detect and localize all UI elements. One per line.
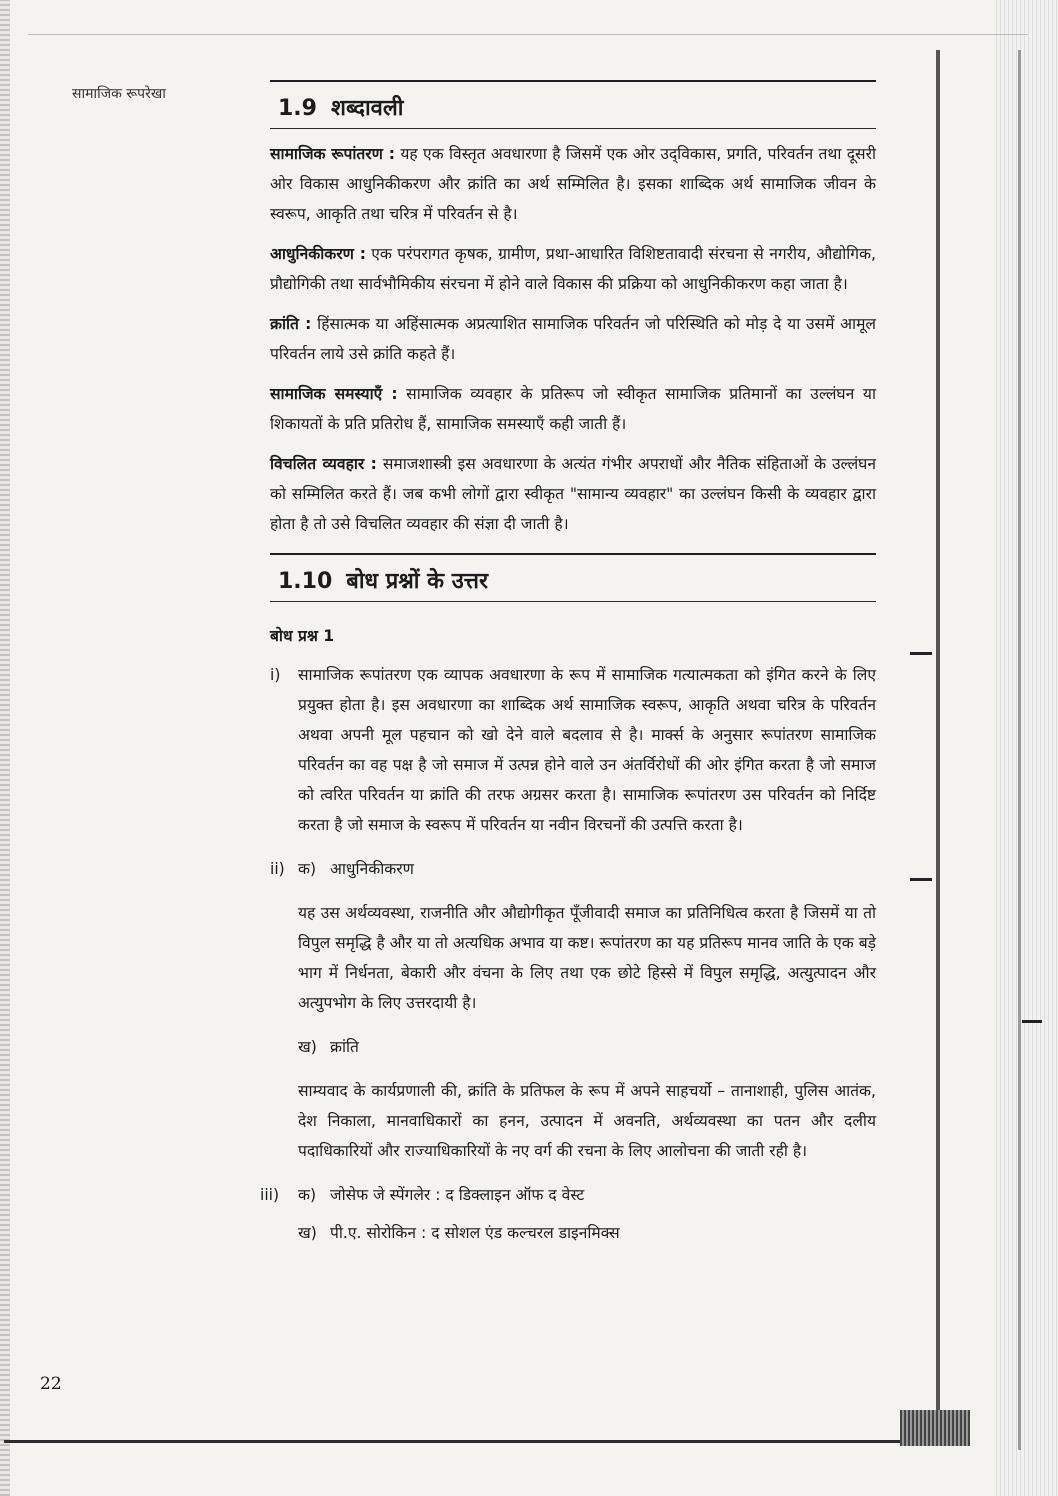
answer-i bbox=[270, 660, 876, 840]
scan-edge-right bbox=[996, 0, 1058, 1496]
section-number: 1.10 bbox=[278, 569, 333, 594]
answer-ii-b bbox=[270, 1032, 876, 1062]
margin-mark bbox=[910, 652, 932, 655]
subheading: बोध प्रश्न 1 bbox=[270, 627, 335, 645]
glossary-entry bbox=[270, 139, 876, 229]
glossary-entry bbox=[270, 449, 876, 539]
reference-text: पी.ए. सोरोकिन : द सोशल एंड कल्चरल डाइनमिक्स bbox=[330, 1224, 620, 1242]
sub-marker: क) bbox=[298, 1186, 317, 1204]
glossary-definition: एक परंपरागत कृषक, ग्रामीण, प्रथा-आधारित विशिष्टतावादी संरचना से नगरीय, औद्योगिक, प्रौद्योगिकी तथा सार्वभौमिकीय संरचना में होने वाले विकास की प्रक्रिया को आधुनिकीकरण कहा जाता है। bbox=[270, 245, 876, 293]
scan-edge-left bbox=[0, 0, 10, 1496]
section-rule-bottom bbox=[270, 601, 876, 602]
section-heading-1-10 bbox=[270, 555, 876, 601]
answer-text: यह उस अर्थव्यवस्था, राजनीति और औद्योगीकृत पूँजीवादी समाज का प्रतिनिधित्व करता है जिसमें या तो विपुल समृद्धि है और या तो अत्यधिक अभाव या कष्ट। रूपांतरण का यह प्रतिरूप मानव जाति के एक बड़े भाग में निर्धनता, बेकारी और वंचना के लिए तथा एक छोटे हिस्से में विपुल समृद्धि, अत्युत्पादन और अत्युपभोग के लिए उत्तरदायी है। bbox=[298, 904, 876, 1012]
glossary-term: आधुनिकीकरण : bbox=[270, 245, 366, 263]
glossary-term: सामाजिक समस्याएँ : bbox=[270, 385, 398, 403]
answer-subtitle: क्रांति bbox=[330, 1038, 359, 1056]
page-number: 22 bbox=[40, 1374, 62, 1394]
answer-iii-a bbox=[260, 1180, 876, 1210]
glossary-term: क्रांति : bbox=[270, 315, 312, 333]
sub-marker: ख) bbox=[298, 1038, 317, 1056]
answer-iii-b bbox=[270, 1218, 876, 1248]
glossary-entry bbox=[270, 379, 876, 439]
answer-ii-a bbox=[270, 854, 876, 884]
bottom-rule bbox=[4, 1440, 964, 1443]
margin-mark bbox=[910, 878, 932, 881]
glossary-definition: समाजशास्त्री इस अवधारणा के अत्यंत गंभीर अपराधों और नैतिक संहिताओं के उल्लंघन को सम्मिलित करते हैं। जब कभी लोगों द्वारा स्वीकृत "सामान्य व्यवहार" का उल्लंघन किसी के व्यवहार द्वारा होता है तो उसे विचलित व्यवहार की संज्ञा दी जाती है। bbox=[270, 455, 877, 533]
glossary-entry bbox=[270, 239, 876, 299]
page-fold-line bbox=[936, 50, 940, 1440]
answer-text: सामाजिक रूपांतरण एक व्यापक अवधारणा के रूप में सामाजिक गत्यात्मकता को इंगित करने के लिए प्रयुक्त होता है। इस अवधारणा का शाब्दिक अर्थ सामाजिक स्वरूप, आकृति अथवा चरित्र के परिवर्तन अथवा अपनी मूल पहचान को खो देने वाले बदलाव से है। मार्क्स के अनुसार रूपांतरण सामाजिक परिवर्तन का वह पक्ष है जो समाज में उत्पन्न होने वाले उन अंतर्विरोधों की ओर इंगित करता है जो समाज को त्वरित परिवर्तन या क्रांति की तरफ अग्रसर करता है। सामाजिक रूपांतरण उस परिवर्तन को निर्दिष्ट करता है जो समाज के स्वरूप में परिवर्तन या नवीन विरचनों की उत्पत्ति करता है। bbox=[298, 666, 876, 834]
scan-artifact bbox=[900, 1410, 970, 1446]
answer-ii-a-text bbox=[270, 898, 876, 1018]
glossary-definition: सामाजिक व्यवहार के प्रतिरूप जो स्वीकृत सामाजिक प्रतिमानों का उल्लंघन या शिकायतों के प्रति प्रतिरोध हैं, सामाजिक समस्याएँ कही जाती हैं। bbox=[270, 385, 876, 433]
margin-mark bbox=[1022, 1020, 1042, 1023]
section-number: 1.9 bbox=[278, 96, 317, 121]
list-marker: ii) bbox=[270, 860, 285, 878]
answer-text: साम्यवाद के कार्यप्रणाली की, क्रांति के प्रतिफल के रूप में अपने साहचर्यो – तानाशाही, पुलिस आतंक, देश निकाला, मानवाधिकारों का हनन, उत्पादन में अवनति, अर्थव्यवस्था का पतन और दलीय पदाधिकारियों और राज्याधिकारियों के नए वर्ग की रचना के लिए आलोचना की जाती रही है। bbox=[298, 1082, 876, 1160]
glossary-entry bbox=[270, 309, 876, 369]
page-fold-line-outer bbox=[1018, 50, 1021, 1450]
main-content bbox=[260, 80, 877, 1262]
list-marker: i) bbox=[270, 666, 281, 684]
answer-ii-b-text bbox=[270, 1076, 876, 1166]
answer-subtitle: आधुनिकीकरण bbox=[330, 860, 414, 878]
running-head: सामाजिक रूपरेखा bbox=[72, 86, 166, 102]
sub-marker: ख) bbox=[298, 1224, 317, 1242]
glossary-definition: हिंसात्मक या अहिंसात्मक अप्रत्याशित सामाजिक परिवर्तन जो परिस्थिति को मोड़ दे या उसमें आमूल परिवर्तन लाये उसे क्रांति कहते हैं। bbox=[270, 315, 876, 363]
section-heading-1-9 bbox=[270, 82, 876, 128]
glossary-term: सामाजिक रूपांतरण : bbox=[270, 145, 395, 163]
reference-text: जोसेफ जे स्पेंगलेर : द डिक्लाइन ऑफ द वेस्ट bbox=[330, 1186, 585, 1204]
list-marker: iii) bbox=[260, 1186, 280, 1204]
section-title: बोध प्रश्नों के उत्तर bbox=[346, 569, 488, 594]
top-scan-rule bbox=[28, 34, 1028, 35]
glossary-definition: यह एक विस्तृत अवधारणा है जिसमें एक ओर उद्‌विकास, प्रगति, परिवर्तन तथा दूसरी ओर विकास आधुनिकीकरण और क्रांति का अर्थ सम्मिलित है। इसका शाब्दिक अर्थ सामाजिक जीवन के स्वरूप, आकृति तथा चरित्र में परिवर्तन से है। bbox=[270, 145, 876, 223]
glossary-term: विचलित व्यवहार : bbox=[270, 455, 377, 473]
section-title: शब्दावली bbox=[330, 96, 404, 121]
sub-marker: क) bbox=[298, 860, 317, 878]
section-rule-bottom bbox=[270, 128, 876, 129]
